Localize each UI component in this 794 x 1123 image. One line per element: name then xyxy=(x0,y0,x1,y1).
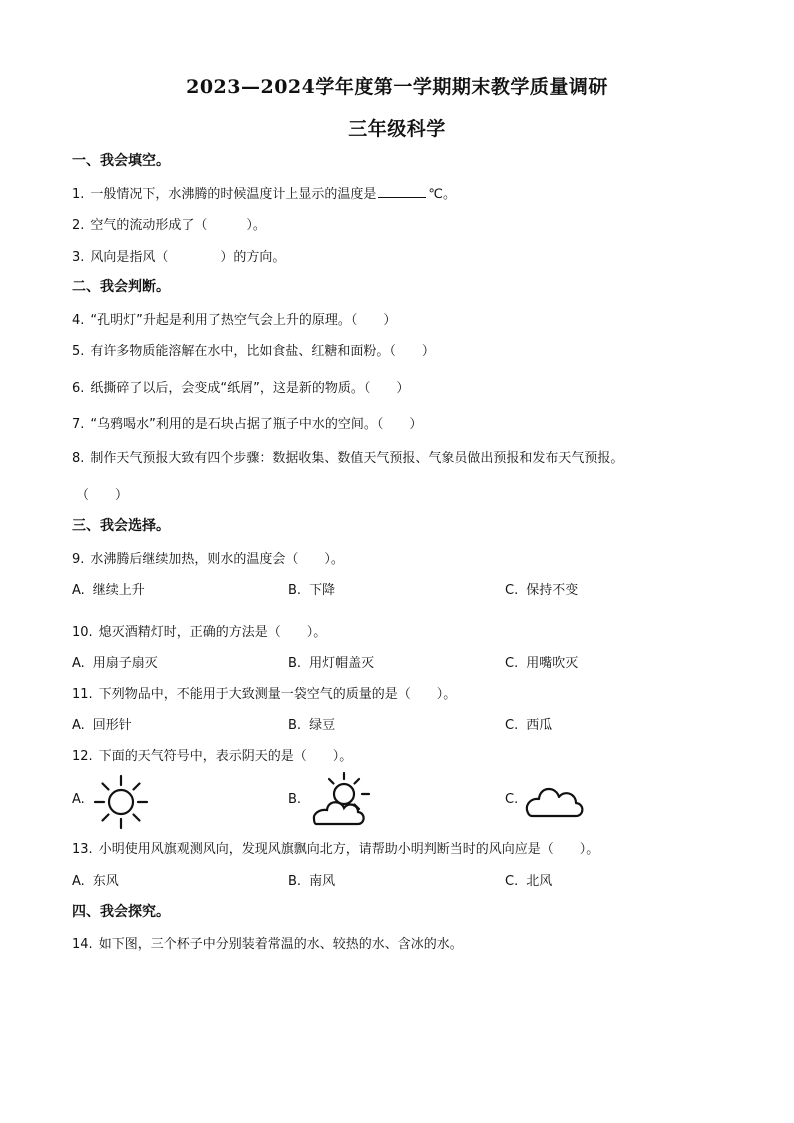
option-b[interactable] xyxy=(288,579,335,598)
option-text: 北风 xyxy=(526,874,553,889)
question-11 xyxy=(72,683,456,702)
option-label: B. xyxy=(288,792,302,807)
option-label: B. xyxy=(288,583,302,598)
option-label: C. xyxy=(505,656,519,671)
question-text: 风向是指风（ ）的方向。 xyxy=(90,250,286,265)
question-number: 7. xyxy=(72,417,85,432)
question-text: “孔明灯”升起是利用了热空气会上升的原理。（ ） xyxy=(90,313,397,328)
question-number: 12. xyxy=(72,749,93,764)
option-label: A. xyxy=(72,583,85,598)
question-number: 8. xyxy=(72,451,85,466)
option-label: C. xyxy=(505,874,519,889)
question-number: 11. xyxy=(72,687,93,702)
option-label: A. xyxy=(72,656,85,671)
option-label: C. xyxy=(505,718,519,733)
option-a[interactable] xyxy=(72,870,119,889)
option-text: 用灯帽盖灭 xyxy=(309,656,375,671)
option-text: 西瓜 xyxy=(526,718,553,733)
question-6 xyxy=(72,377,409,396)
question-number: 4. xyxy=(72,313,85,328)
option-c[interactable] xyxy=(505,579,578,598)
option-a[interactable] xyxy=(72,714,132,733)
question-8-answer-paren: （ ） xyxy=(76,488,129,503)
question-4 xyxy=(72,309,396,328)
option-text: 继续上升 xyxy=(92,583,145,598)
option-label: A. xyxy=(72,792,85,807)
option-label: A. xyxy=(72,874,85,889)
question-text: 下列物品中，不能用于大致测量一袋空气的质量的是（ ）。 xyxy=(98,687,457,702)
option-label: B. xyxy=(288,656,302,671)
section-true-false: 二、我会判断。 xyxy=(72,279,170,295)
answer-blank[interactable] xyxy=(378,185,426,198)
option-text: 下降 xyxy=(309,583,336,598)
question-3 xyxy=(72,246,285,265)
cloud-icon[interactable] xyxy=(524,780,586,820)
question-14 xyxy=(72,933,463,952)
option-b[interactable] xyxy=(288,714,335,733)
question-13 xyxy=(72,838,599,857)
sun-behind-cloud-icon[interactable] xyxy=(306,770,372,830)
exam-title: 2023—2024学年度第一学期期末教学质量调研 xyxy=(186,76,608,98)
question-text: 小明使用风旗观测风向，发现风旗飘向北方，请帮助小明判断当时的风向应是（ ）。 xyxy=(98,842,600,857)
question-9 xyxy=(72,548,344,567)
question-number: 10. xyxy=(72,625,93,640)
option-a[interactable] xyxy=(72,652,158,671)
option-text: 绿豆 xyxy=(309,718,336,733)
question-number: 3. xyxy=(72,250,85,265)
option-text: 用嘴吹灭 xyxy=(526,656,579,671)
option-label: A. xyxy=(72,718,85,733)
option-c[interactable] xyxy=(505,652,578,671)
option-label: C. xyxy=(505,583,519,598)
question-8 xyxy=(72,447,623,466)
question-number: 14. xyxy=(72,937,93,952)
question-text: 水沸腾后继续加热，则水的温度会（ ）。 xyxy=(90,552,344,567)
section-multiple-choice: 三、我会选择。 xyxy=(72,518,170,534)
sun-icon[interactable] xyxy=(92,773,150,831)
question-text: 下面的天气符号中，表示阴天的是（ ）。 xyxy=(98,749,353,764)
question-text: 有许多物质能溶解在水中，比如食盐、红糖和面粉。（ ） xyxy=(90,344,435,359)
option-text: 用扇子扇灭 xyxy=(92,656,158,671)
question-number: 5. xyxy=(72,344,85,359)
question-text: 空气的流动形成了（ ）。 xyxy=(90,218,266,233)
option-c[interactable] xyxy=(505,714,552,733)
question-text: 纸撕碎了以后，会变成“纸屑”，这是新的物质。（ ） xyxy=(90,381,410,396)
question-number: 13. xyxy=(72,842,93,857)
option-b[interactable] xyxy=(288,652,374,671)
option-a[interactable] xyxy=(72,792,93,807)
option-label: C. xyxy=(505,792,519,807)
section-fill-in: 一、我会填空。 xyxy=(72,153,170,169)
option-text: 南风 xyxy=(309,874,336,889)
option-text: 回形针 xyxy=(92,718,132,733)
question-text: 如下图，三个杯子中分别装着常温的水、较热的水、含冰的水。 xyxy=(98,937,463,952)
question-number: 9. xyxy=(72,552,85,567)
question-10 xyxy=(72,621,326,640)
question-number: 6. xyxy=(72,381,85,396)
question-number: 1. xyxy=(72,187,85,202)
question-text: “乌鸦喝水”利用的是石块占据了瓶子中水的空间。（ ） xyxy=(90,417,423,432)
question-number: 2. xyxy=(72,218,85,233)
question-text: 熄灭酒精灯时，正确的方法是（ ）。 xyxy=(98,625,327,640)
section-inquiry: 四、我会探究。 xyxy=(72,904,170,920)
option-label: B. xyxy=(288,874,302,889)
question-1 xyxy=(72,183,456,202)
question-2 xyxy=(72,214,266,233)
option-text: 东风 xyxy=(92,874,119,889)
question-5 xyxy=(72,340,435,359)
option-label: B. xyxy=(288,718,302,733)
question-7 xyxy=(72,413,422,432)
option-b[interactable] xyxy=(288,870,335,889)
option-c[interactable] xyxy=(505,870,552,889)
question-text-unit: ℃。 xyxy=(428,187,457,202)
exam-subtitle: 三年级科学 xyxy=(348,118,446,140)
option-a[interactable] xyxy=(72,579,145,598)
question-12 xyxy=(72,745,352,764)
question-text: 制作天气预报大致有四个步骤：数据收集、数值天气预报、气象员做出预报和发布天气预报。 xyxy=(90,451,624,466)
question-text: 一般情况下，水沸腾的时候温度计上显示的温度是 xyxy=(90,187,377,202)
option-text: 保持不变 xyxy=(526,583,579,598)
